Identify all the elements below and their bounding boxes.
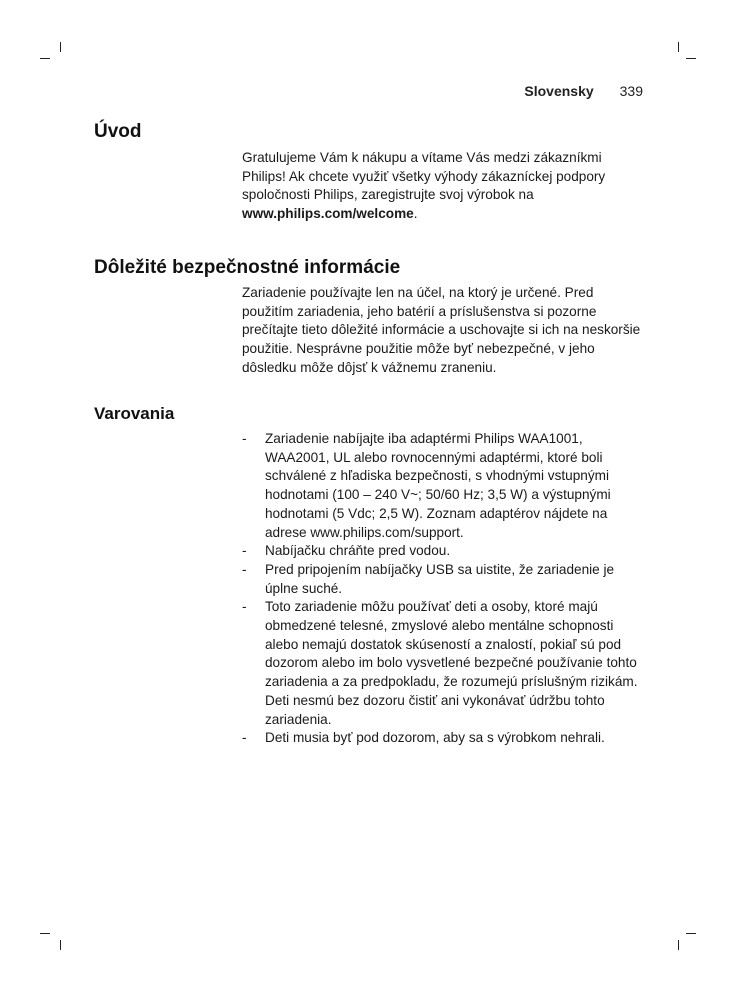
bullet-dash: -: [242, 599, 247, 615]
bullet-dash: -: [242, 730, 247, 746]
crop-mark-top-right-v: [678, 42, 679, 52]
crop-mark-bottom-left-h: [40, 933, 50, 934]
welcome-link[interactable]: www.philips.com/welcome: [242, 206, 414, 222]
crop-mark-bottom-left-v: [60, 940, 61, 950]
list-item-text: Zariadenie nabíjajte iba adaptérmi Philips WAA1001, WAA2001, UL alebo rovnocennými adaptérmi, ktoré boli schválené z hľadiska bezpečnosti, s vhodnými vstupnými hodnotami (100 – 240 V~; 50/60 Hz; 3,5 W) a výstupnými hodnotami (5 Vdc; 2,5 W). Zoznam adaptérov nájdete na adrese www.philips.com/support.: [265, 431, 611, 540]
intro-text-end: .: [413, 206, 418, 222]
crop-mark-top-left-h: [40, 58, 50, 59]
list-item-text: Pred pripojením nabíjačky USB sa uistite, že zariadenie je úplne suché.: [265, 561, 615, 596]
list-item: [242, 561, 647, 598]
list-item: [242, 542, 647, 561]
intro-text: Gratulujeme Vám k nákupu a vítame Vás medzi zákazníkmi Philips! Ak chcete využiť všetky výhody zákazníckej podpory spoločnosti Philips, zaregistrujte svoj výrobok na: [242, 150, 606, 203]
warnings-heading: Varovania: [94, 404, 175, 423]
warnings-list: [242, 430, 647, 748]
list-item-text: Nabíjačku chráňte pred vodou.: [265, 543, 451, 559]
list-item-text: Deti musia byť pod dozorom, aby sa s výrobkom nehrali.: [265, 730, 605, 746]
list-item: [242, 598, 647, 729]
language-label: Slovensky: [524, 83, 594, 99]
crop-mark-top-left-v: [60, 42, 61, 52]
safety-heading: Dôležité bezpečnostné informácie: [94, 257, 401, 278]
bullet-dash: -: [242, 431, 247, 446]
page-header: [524, 83, 643, 101]
page-number: 339: [619, 83, 643, 99]
intro-heading: Úvod: [94, 121, 142, 142]
bullet-dash: -: [242, 561, 247, 577]
intro-paragraph: [242, 149, 647, 224]
crop-mark-top-right-h: [686, 58, 696, 59]
list-item-text: Toto zariadenie môžu používať deti a osoby, ktoré majú obmedzené telesné, zmyslové alebo mentálne schopnosti alebo nemajú dostatok skúseností a znalostí, pokiaľ sú pod dozorom alebo im bolo vysvetlené bezpečné používanie tohto zariadenia a za predpokladu, že rozumejú príslušným rizikám. Deti nesmú bez dozoru čistiť ani vykonávať údržbu tohto zariadenia.: [265, 599, 638, 727]
list-item: [242, 729, 647, 748]
bullet-dash: -: [242, 543, 247, 559]
crop-mark-bottom-right-h: [686, 933, 696, 934]
crop-mark-bottom-right-v: [678, 940, 679, 950]
list-item: [242, 430, 647, 542]
safety-paragraph: Zariadenie používajte len na účel, na ktorý je určené. Pred použitím zariadenia, jeho batérií a príslušenstva si pozorne prečítajte tieto dôležité informácie a uschovajte si ich na neskoršie použitie. Nesprávne použitie môže byť nebezpečné, v jeho dôsledku môže dôjsť k vážnemu zraneniu.: [242, 285, 641, 375]
